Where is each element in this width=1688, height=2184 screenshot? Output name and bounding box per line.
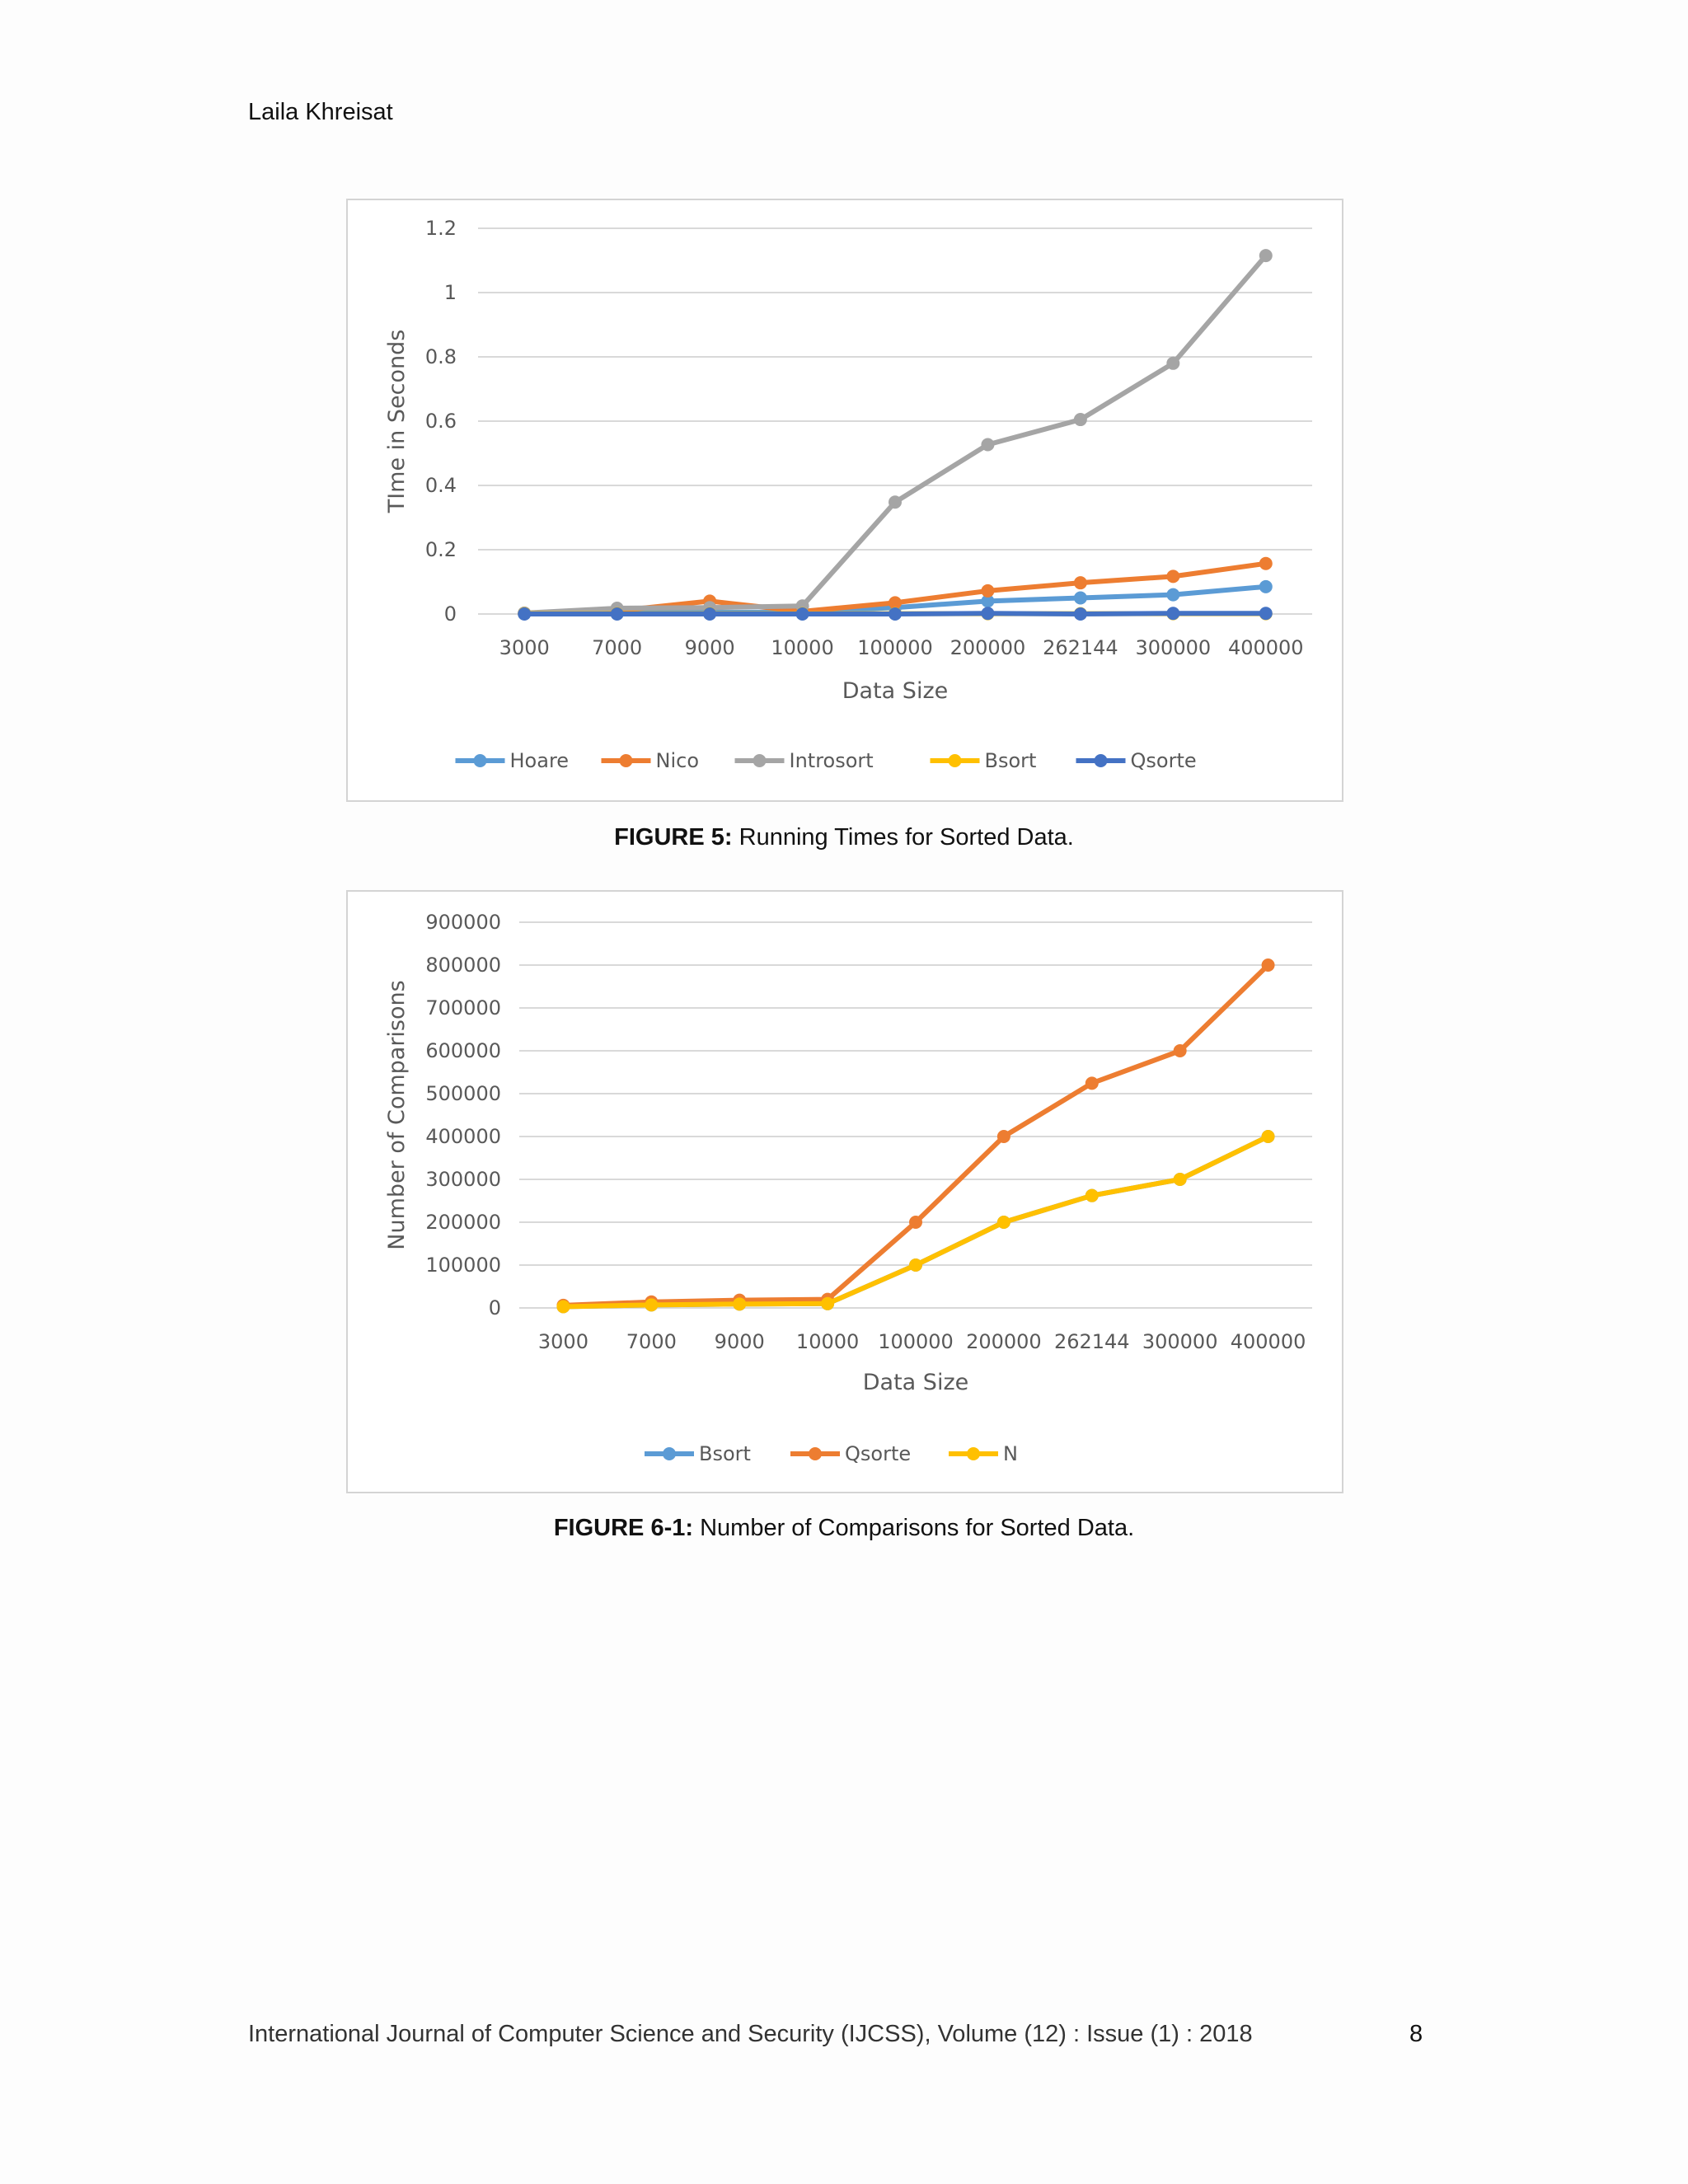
y-tick-label: 0.2	[424, 538, 457, 561]
y-tick-label: 0	[488, 1296, 501, 1319]
data-point-n	[556, 1300, 570, 1313]
x-tick-label: 9000	[714, 1330, 765, 1353]
figure-5-caption-text: Running Times for Sorted Data.	[732, 824, 1074, 851]
x-tick-label: 400000	[1230, 1330, 1306, 1353]
y-tick-label: 500000	[425, 1082, 501, 1105]
x-tick-label: 300000	[1135, 636, 1212, 659]
legend-swatch-marker	[753, 754, 767, 767]
data-point-introsort	[1259, 249, 1273, 262]
legend-label: Introsort	[789, 749, 874, 772]
data-point-introsort	[1074, 413, 1087, 426]
data-point-introsort	[981, 438, 994, 451]
data-point-hoare	[1259, 580, 1273, 593]
y-tick-label: 800000	[425, 954, 501, 977]
legend-swatch-marker	[1095, 754, 1108, 767]
y-tick-label: 0	[443, 602, 457, 626]
x-tick-label: 10000	[771, 636, 834, 659]
y-tick-label: 900000	[425, 911, 501, 934]
data-point-n	[997, 1216, 1010, 1229]
figure-5-caption	[0, 824, 1688, 851]
data-point-n	[645, 1298, 658, 1311]
data-point-nico	[1074, 576, 1087, 589]
data-point-qsorte	[1259, 607, 1273, 620]
data-point-n	[1262, 1130, 1275, 1143]
y-axis-title: TIme in Seconds	[384, 329, 410, 513]
data-point-n	[1085, 1189, 1099, 1202]
y-tick-label: 700000	[425, 996, 501, 1019]
figure-6-1-caption-label: FIGURE 6-1:	[553, 1515, 694, 1541]
legend-label: Nico	[655, 749, 699, 772]
y-tick-label: 400000	[425, 1125, 501, 1148]
data-point-qsorte	[796, 607, 809, 621]
x-tick-label: 9000	[684, 636, 735, 659]
legend-swatch-marker	[474, 754, 487, 767]
data-point-qsorte	[518, 607, 531, 621]
legend-label: Qsorte	[1130, 749, 1197, 772]
series-line-introsort	[524, 255, 1266, 613]
running-times-chart-svg	[348, 200, 1342, 800]
x-tick-label: 262144	[1053, 1330, 1130, 1353]
legend-swatch-marker	[809, 1447, 822, 1460]
data-point-qsorte	[703, 607, 716, 621]
data-point-qsorte	[889, 607, 902, 621]
x-tick-label: 100000	[857, 636, 933, 659]
data-point-n	[821, 1297, 834, 1310]
comparisons-chart	[346, 890, 1343, 1493]
legend-label: Bsort	[984, 749, 1037, 772]
data-point-introsort	[889, 495, 902, 509]
data-point-qsorte	[611, 607, 624, 621]
figure-5-caption-label: FIGURE 5:	[614, 824, 733, 851]
data-point-n	[909, 1258, 922, 1272]
x-tick-label: 100000	[878, 1330, 954, 1353]
x-axis-title: Data Size	[842, 678, 949, 704]
y-tick-label: 0.8	[424, 345, 457, 368]
data-point-hoare	[1074, 592, 1087, 605]
x-tick-label: 3000	[499, 636, 550, 659]
data-point-n	[733, 1297, 746, 1310]
legend-label: Hoare	[509, 749, 570, 772]
x-axis-title: Data Size	[862, 1370, 969, 1395]
y-tick-label: 200000	[425, 1211, 501, 1234]
legend-swatch-marker	[620, 754, 633, 767]
x-tick-label: 400000	[1227, 636, 1304, 659]
x-tick-label: 200000	[966, 1330, 1042, 1353]
legend-swatch-marker	[949, 754, 962, 767]
data-point-nico	[1166, 569, 1179, 583]
running-head-author: Laila Khreisat	[248, 99, 393, 125]
legend-label: Bsort	[699, 1442, 751, 1465]
page-number: 8	[1409, 2021, 1423, 2047]
y-tick-label: 1	[443, 281, 457, 304]
data-point-qsorte	[1074, 607, 1087, 621]
legend-swatch-marker	[663, 1447, 676, 1460]
y-tick-label: 0.4	[424, 474, 457, 497]
data-point-qsorte	[1166, 607, 1179, 620]
data-point-hoare	[1166, 588, 1179, 602]
data-point-qsorte	[997, 1130, 1010, 1143]
legend-label: N	[1003, 1442, 1018, 1465]
data-point-nico	[1259, 557, 1273, 570]
data-point-n	[1174, 1173, 1187, 1186]
y-tick-label: 100000	[425, 1254, 501, 1277]
legend-swatch-marker	[967, 1447, 980, 1460]
data-point-qsorte	[909, 1216, 922, 1229]
x-tick-label: 200000	[950, 636, 1026, 659]
data-point-introsort	[1166, 357, 1179, 370]
y-tick-label: 300000	[425, 1168, 501, 1191]
x-tick-label: 10000	[795, 1330, 860, 1353]
data-point-qsorte	[981, 607, 994, 620]
data-point-qsorte	[1085, 1076, 1099, 1090]
data-point-qsorte	[1262, 958, 1275, 972]
x-tick-label: 262144	[1043, 636, 1118, 659]
y-tick-label: 600000	[425, 1039, 501, 1062]
figure-6-1-caption	[0, 1515, 1688, 1542]
running-times-chart	[346, 199, 1343, 802]
y-tick-label: 0.6	[424, 410, 457, 433]
x-tick-label: 3000	[537, 1330, 588, 1353]
x-tick-label: 7000	[592, 636, 643, 659]
data-point-qsorte	[1174, 1044, 1187, 1057]
figure-6-1-caption-text: Number of Comparisons for Sorted Data.	[693, 1515, 1135, 1541]
y-axis-title: Number of Comparisons	[384, 980, 410, 1250]
legend-label: Qsorte	[845, 1442, 912, 1465]
x-tick-label: 300000	[1142, 1330, 1218, 1353]
journal-footer: International Journal of Computer Science and Security (IJCSS), Volume (12) : Issue (1) : 2018	[248, 2021, 1253, 2047]
x-tick-label: 7000	[626, 1330, 677, 1353]
y-tick-label: 1.2	[424, 217, 457, 240]
data-point-nico	[981, 584, 994, 598]
series-line-qsorte	[563, 965, 1268, 1305]
comparisons-chart-svg	[348, 892, 1342, 1492]
